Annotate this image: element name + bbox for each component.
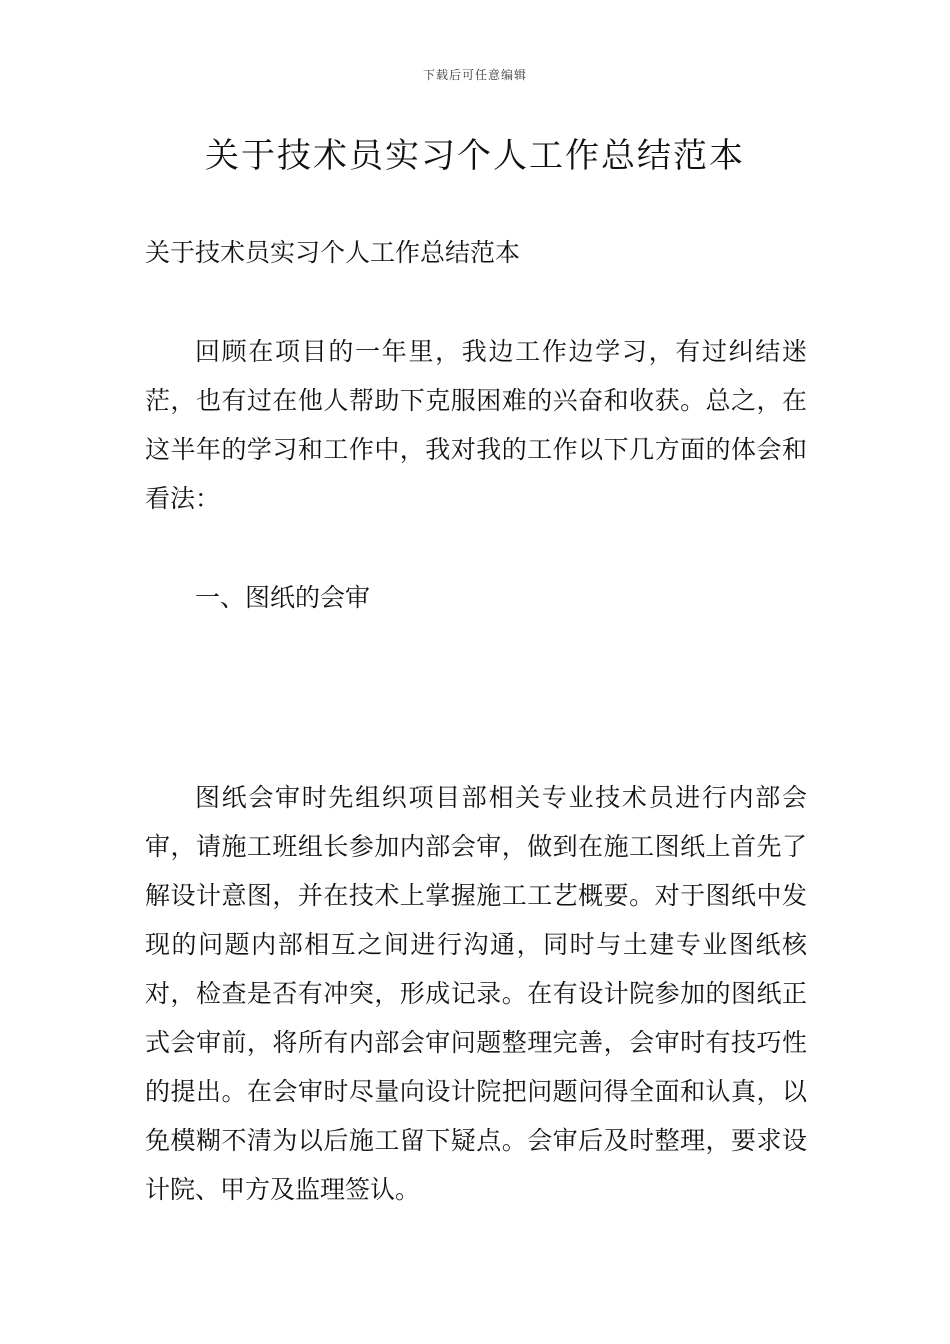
section-heading: 一、图纸的会审 xyxy=(195,583,371,612)
document-title: 关于技术员实习个人工作总结范本 xyxy=(205,136,745,176)
review-paragraph: 图纸会审时先组织项目部相关专业技术员进行内部会审，请施工班组长参加内部会审，做到在施工图纸上首先了解设计意图，并在技术上掌握施工工艺概要。对于图纸中发现的问题内部相互之间进行沟通，同时与土建专业图纸核对，检查是否有冲突，形成记录。在有设计院参加的图纸正式会审前，将所有内部会审问题整理完善，会审时有技巧性的提出。在会审时尽量向设计院把问题问得全面和认真，以免模糊不清为以后施工留下疑点。会审后及时整理，要求设计院、甲方及监理签认。 xyxy=(145,783,807,1204)
header-note: 下载后可任意编辑 xyxy=(422,68,527,82)
document-subtitle: 关于技术员实习个人工作总结范本 xyxy=(145,238,521,267)
intro-paragraph: 回顾在项目的一年里，我边工作边学习，有过纠结迷茫，也有过在他人帮助下克服困难的兴奋和收获。总之，在这半年的学习和工作中，我对我的工作以下几方面的体会和看法： xyxy=(145,337,807,513)
